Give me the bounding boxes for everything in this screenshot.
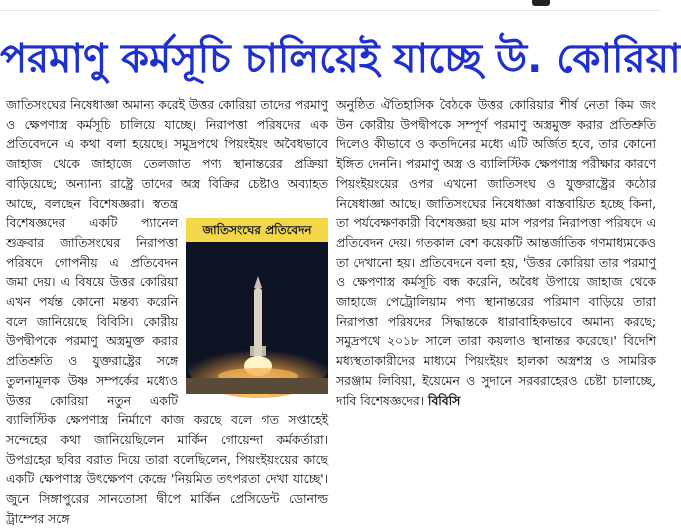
article-column-left [6,96,328,526]
headline: পরমাণু কর্মসূচি চালিয়েই যাচ্ছে উ. কোরিয়া [0,36,681,82]
top-strip [0,0,660,11]
photo-caption: জাতিসংঘের প্রতিবেদন [186,218,328,242]
missile-icon [186,218,328,394]
page-top-mark [532,0,550,6]
missile-launch-photo [186,218,328,394]
article-paragraph-right [336,96,656,411]
article-paragraph-left: জাতিসংঘের নিষেধাজ্ঞা অমান্য করেই উত্তর কোরিয়া তাদের পরমাণু ও ক্ষেপণাস্ত্র কর্মসূচি চালিয়ে যাচ্ছে। নিরাপত্তা পরিষদের এক প্রতিবেদনে এ কথা বলা হয়েছে। সমুদ্রপথে পিয়ংইয়ং অবৈধভাবে জাহাজ থেকে জাহাজে তেলজাত পণ্য স্থানান্তরের প্রক্রিয়া বাড়িয়েছে; অন্যান্য রাষ্ট্রে তাদের অস্ত্র বিক্রির চেষ্টাও অব্যাহত আছে, বলছেন বিশেষজ্ঞরা। স্বতন্ত্র বিশেষজ্ঞদের একটি প্যানেল শুক্রবার জাতিসংঘের নিরাপত্তা পরিষদে গোপনীয় এ প্রতিবেদন জমা দেয়। এ বিষয়ে উত্তর কোরিয়া এখন পর্যন্ত কোনো মন্তব্য করেনি বলে জানিয়েছে বিবিসি। কোরীয় উপদ্বীপকে পরমাণু অস্ত্রমুক্ত করার প্রতিশ্রুতি ও যুক্তরাষ্ট্রের সঙ্গে তুলনামূলক উষ্ণ সম্পর্কের মধ্যেও উত্তর কোরিয়া নতুন একটি ব্যালিস্টিক ক্ষেপণাস্ত্র নির্মাণে কাজ করছে বলে গত সপ্তাহেই সন্দেহের কথা জানিয়েছিলেন মার্কিন গোয়েন্দা কর্মকর্তারা। উপগ্রহের ছবির বরাত দিয়ে তারা বলেছিলেন, পিয়ংইয়ংয়ের কাছে একটি ক্ষেপণাস্ত্র উৎক্ষেপণ কেন্দ্রে 'নিয়মিত তৎপরতা দেখা যাচ্ছে'। জুনে সিঙ্গাপুরের সানতোসা দ্বীপে মার্কিন প্রেসিডেন্ট ডোনাল্ড ট্রাম্পের সঙ্গে [6,98,328,526]
source-credit: বিবিসি [427,393,461,408]
article-column-right [336,96,656,442]
article-text-right: অনুষ্ঠিত ঐতিহাসিক বৈঠকে উত্তর কোরিয়ার শীর্ষ নেতা কিম জং উন কোরীয় উপদ্বীপকে সম্পূর্ণ পরমাণু অস্ত্রমুক্ত করার প্রতিশ্রুতি দিলেও কীভাবে ও কতদিনের মধ্যে এটি অর্জিত হবে, তার কোনো ইঙ্গিত দেননি। পরমাণু অস্ত্র ও ব্যালিস্টিক ক্ষেপণাস্ত্র পরীক্ষার কারণে পিয়ংইয়ংয়ের ওপর এখনো জাতিসংঘ ও যুক্তরাষ্ট্রের কঠোর নিষেধাজ্ঞা আছে। জাতিসংঘের নিষেধাজ্ঞা বাস্তবায়িত হচ্ছে কিনা, তা পর্যবেক্ষণকারী বিশেষজ্ঞরা ছয় মাস পরপর নিরাপত্তা পরিষদে এ প্রতিবেদন দেয়। গতকাল বেশ কয়েকটি আন্তর্জাতিক গণমাধ্যমকেও তা দেখানো হয়। প্রতিবেদনে বলা হয়, 'উত্তর কোরিয়া তার পরমাণু ও ক্ষেপণাস্ত্র কর্মসূচি বন্ধ করেনি, অবৈধ উপায়ে জাহাজ থেকে জাহাজে পেট্রোলিয়াম পণ্য স্থানান্তরের পরিমাণ বাড়িয়ে তারা নিরাপত্তা পরিষদের সিদ্ধান্তকে ধারাবাহিকভাবে অমান্য করছে; সমুদ্রপথে ২০১৮ সালে তারা কয়লাও স্থানান্তর করেছে।' বিদেশি মধ্যস্থতাকারীদের মাধ্যমে পিয়ংইয়ং হালকা অস্ত্রশস্ত্র ও সামরিক সরঞ্জাম লিবিয়া, ইয়েমেন ও সুদানে সরবরাহেরও চেষ্টা চালাচ্ছে, দাবি বিশেষজ্ঞদের। [336,98,656,408]
